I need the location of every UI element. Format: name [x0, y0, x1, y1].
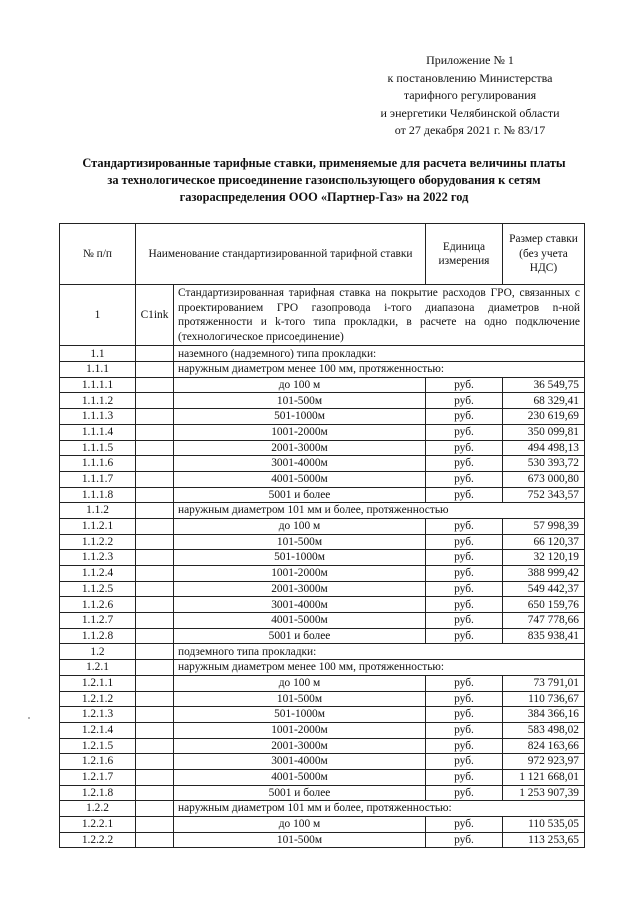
unit-cell: руб. [426, 754, 503, 770]
group-label: подземного типа прокладки: [174, 644, 585, 660]
appendix-line: к постановлению Министерства [387, 70, 553, 85]
group-row [60, 362, 585, 378]
rate-value: 494 498,13 [503, 440, 585, 456]
header-name: Наименование стандартизированной тарифной ставки [136, 224, 426, 285]
document-title [64, 155, 584, 206]
table-row [60, 440, 585, 456]
rate-value: 824 163,66 [503, 738, 585, 754]
length-range: 5001 и более [174, 487, 426, 503]
table-row [60, 534, 585, 550]
group-row [60, 660, 585, 676]
row-code-cell [136, 409, 174, 425]
table-row [60, 393, 585, 409]
scan-speck [28, 717, 30, 719]
table-row [60, 738, 585, 754]
row-code-cell [136, 785, 174, 801]
row-number: 1.2 [60, 644, 136, 660]
tariff-table [59, 223, 585, 848]
rate-value: 673 000,80 [503, 471, 585, 487]
table-row [60, 487, 585, 503]
group-row [60, 346, 585, 362]
rate-value: 747 778,66 [503, 613, 585, 629]
header-row [60, 224, 585, 285]
length-range: до 100 м [174, 675, 426, 691]
rate-value: 1 253 907,39 [503, 785, 585, 801]
row-number: 1.2.1.5 [60, 738, 136, 754]
row-number: 1.1.2.4 [60, 566, 136, 582]
unit-cell: руб. [426, 832, 503, 848]
unit-cell: руб. [426, 377, 503, 393]
header-unit: Единица измерения [426, 224, 503, 285]
table-row [60, 424, 585, 440]
length-range: 1001-2000м [174, 424, 426, 440]
row-number: 1.1.1.7 [60, 471, 136, 487]
unit-cell: руб. [426, 613, 503, 629]
row-code-cell [136, 754, 174, 770]
unit-cell: руб. [426, 707, 503, 723]
row-code-cell [136, 707, 174, 723]
group-label: наружным диаметром 101 мм и более, протяженностью [174, 503, 585, 519]
row-code-cell [136, 801, 174, 817]
row-code-cell [136, 613, 174, 629]
table-row [60, 597, 585, 613]
group-label: наружным диаметром 101 мм и более, протяженностью: [174, 801, 585, 817]
table-row [60, 722, 585, 738]
row-code-cell [136, 456, 174, 472]
appendix-block [355, 52, 585, 140]
appendix-line: Приложение № 1 [426, 53, 514, 67]
table-row [60, 754, 585, 770]
table-row [60, 409, 585, 425]
row-number: 1.2.2.1 [60, 817, 136, 833]
row-code-cell [136, 362, 174, 378]
table-row [60, 613, 585, 629]
row-number: 1.1.1.5 [60, 440, 136, 456]
row-number: 1.1.2.5 [60, 581, 136, 597]
row-number: 1.1.2.1 [60, 518, 136, 534]
table-row [60, 832, 585, 848]
length-range: 4001-5000м [174, 769, 426, 785]
length-range: 501-1000м [174, 550, 426, 566]
row-code-cell [136, 487, 174, 503]
rate-value: 57 998,39 [503, 518, 585, 534]
unit-cell: руб. [426, 456, 503, 472]
row-code-cell [136, 550, 174, 566]
length-range: 4001-5000м [174, 613, 426, 629]
title-line: газораспределения ООО «Партнер-Газ» на 2022 год [179, 190, 469, 204]
unit-cell: руб. [426, 534, 503, 550]
rate-value: 530 393,72 [503, 456, 585, 472]
unit-cell: руб. [426, 566, 503, 582]
row-number: 1.2.2 [60, 801, 136, 817]
group-row [60, 801, 585, 817]
row-code-cell [136, 581, 174, 597]
length-range: 2001-3000м [174, 738, 426, 754]
row-code-cell [136, 769, 174, 785]
length-range: 3001-4000м [174, 754, 426, 770]
length-range: 101-500м [174, 534, 426, 550]
unit-cell: руб. [426, 471, 503, 487]
row-code-cell [136, 566, 174, 582]
length-range: 101-500м [174, 393, 426, 409]
unit-cell: руб. [426, 769, 503, 785]
length-range: 4001-5000м [174, 471, 426, 487]
row-number: 1.2.1.7 [60, 769, 136, 785]
row-code-cell [136, 660, 174, 676]
table-row [60, 518, 585, 534]
row-number: 1.2.1 [60, 660, 136, 676]
rate-value: 388 999,42 [503, 566, 585, 582]
rate-value: 66 120,37 [503, 534, 585, 550]
table-row [60, 377, 585, 393]
group-label: наружным диаметром менее 100 мм, протяженностью: [174, 362, 585, 378]
row-code-cell [136, 534, 174, 550]
length-range: 2001-3000м [174, 440, 426, 456]
rate-value: 68 329,41 [503, 393, 585, 409]
row-number: 1.1.1.6 [60, 456, 136, 472]
unit-cell: руб. [426, 738, 503, 754]
rate-value: 110 535,05 [503, 817, 585, 833]
length-range: 5001 и более [174, 628, 426, 644]
rate-value: 113 253,65 [503, 832, 585, 848]
unit-cell: руб. [426, 675, 503, 691]
row-number: 1.2.1.4 [60, 722, 136, 738]
table-row [60, 456, 585, 472]
unit-cell: руб. [426, 424, 503, 440]
rate-value: 36 549,75 [503, 377, 585, 393]
row-code-cell [136, 424, 174, 440]
appendix-line: и энергетики Челябинской области [380, 105, 560, 120]
table-row [60, 769, 585, 785]
unit-cell: руб. [426, 722, 503, 738]
row-code-cell [136, 644, 174, 660]
unit-cell: руб. [426, 393, 503, 409]
rate-value: 230 619,69 [503, 409, 585, 425]
row-number: 1.2.1.2 [60, 691, 136, 707]
rate-value: 650 159,76 [503, 597, 585, 613]
row-number: 1.1.1 [60, 362, 136, 378]
row-code-cell [136, 675, 174, 691]
intro-row [60, 285, 585, 346]
rate-value: 752 343,57 [503, 487, 585, 503]
row-number: 1.2.1.1 [60, 675, 136, 691]
unit-cell: руб. [426, 628, 503, 644]
title-line: за технологическое присоединение газоиспользующего оборудования к сетям [107, 173, 541, 187]
rate-value: 835 938,41 [503, 628, 585, 644]
table-row [60, 675, 585, 691]
row-number: 1.1.1.3 [60, 409, 136, 425]
row-code-cell [136, 597, 174, 613]
group-row [60, 644, 585, 660]
unit-cell: руб. [426, 550, 503, 566]
length-range: до 100 м [174, 817, 426, 833]
table-row [60, 785, 585, 801]
row-number: 1.1 [60, 346, 136, 362]
row-number: 1.1.2.7 [60, 613, 136, 629]
intro-row-description: Стандартизированная тарифная ставка на покрытие расходов ГРО, связанных с проектированием ГРО газопровода i-того диапазона диаметров n-ной протяженности и k-того типа прокладки, в расчете на одно подключение (технологическое присоединение) [174, 285, 585, 346]
intro-row-code: C1ink [136, 285, 174, 346]
unit-cell: руб. [426, 691, 503, 707]
length-range: 501-1000м [174, 707, 426, 723]
length-range: 1001-2000м [174, 566, 426, 582]
rate-value: 1 121 668,01 [503, 769, 585, 785]
length-range: 101-500м [174, 691, 426, 707]
length-range: 3001-4000м [174, 456, 426, 472]
header-num: № п/п [60, 224, 136, 285]
group-row [60, 503, 585, 519]
unit-cell: руб. [426, 518, 503, 534]
unit-cell: руб. [426, 440, 503, 456]
table-row [60, 581, 585, 597]
rate-value: 972 923,97 [503, 754, 585, 770]
row-code-cell [136, 346, 174, 362]
unit-cell: руб. [426, 581, 503, 597]
table-row [60, 707, 585, 723]
table-row [60, 691, 585, 707]
row-code-cell [136, 393, 174, 409]
length-range: 101-500м [174, 832, 426, 848]
row-number: 1.1.2.2 [60, 534, 136, 550]
rate-value: 110 736,67 [503, 691, 585, 707]
intro-row-num: 1 [60, 285, 136, 346]
unit-cell: руб. [426, 785, 503, 801]
rate-value: 32 120,19 [503, 550, 585, 566]
row-code-cell [136, 722, 174, 738]
length-range: 2001-3000м [174, 581, 426, 597]
length-range: до 100 м [174, 377, 426, 393]
row-number: 1.2.1.8 [60, 785, 136, 801]
table-row [60, 471, 585, 487]
length-range: 1001-2000м [174, 722, 426, 738]
row-number: 1.1.1.1 [60, 377, 136, 393]
unit-cell: руб. [426, 597, 503, 613]
appendix-line: тарифного регулирования [403, 88, 537, 103]
table-row [60, 817, 585, 833]
length-range: 501-1000м [174, 409, 426, 425]
length-range: 5001 и более [174, 785, 426, 801]
group-label: наружным диаметром менее 100 мм, протяженностью: [174, 660, 585, 676]
table-row [60, 566, 585, 582]
row-code-cell [136, 691, 174, 707]
row-number: 1.2.1.6 [60, 754, 136, 770]
row-code-cell [136, 440, 174, 456]
table-row [60, 628, 585, 644]
length-range: 3001-4000м [174, 597, 426, 613]
group-label: наземного (надземного) типа прокладки: [174, 346, 585, 362]
row-code-cell [136, 518, 174, 534]
header-rate: Размер ставки (без учета НДС) [503, 224, 585, 285]
rate-value: 73 791,01 [503, 675, 585, 691]
row-code-cell [136, 628, 174, 644]
row-number: 1.1.2.6 [60, 597, 136, 613]
row-code-cell [136, 377, 174, 393]
row-number: 1.1.2.8 [60, 628, 136, 644]
row-number: 1.1.1.2 [60, 393, 136, 409]
row-code-cell [136, 738, 174, 754]
row-code-cell [136, 832, 174, 848]
unit-cell: руб. [426, 487, 503, 503]
unit-cell: руб. [426, 409, 503, 425]
unit-cell: руб. [426, 817, 503, 833]
table-row [60, 550, 585, 566]
row-code-cell [136, 817, 174, 833]
row-code-cell [136, 503, 174, 519]
row-number: 1.2.2.2 [60, 832, 136, 848]
row-number: 1.1.2 [60, 503, 136, 519]
rate-value: 350 099,81 [503, 424, 585, 440]
row-number: 1.1.1.8 [60, 487, 136, 503]
row-number: 1.2.1.3 [60, 707, 136, 723]
rate-value: 549 442,37 [503, 581, 585, 597]
rate-value: 384 366,16 [503, 707, 585, 723]
length-range: до 100 м [174, 518, 426, 534]
title-line: Стандартизированные тарифные ставки, применяемые для расчета величины платы [82, 156, 566, 170]
row-number: 1.1.1.4 [60, 424, 136, 440]
appendix-line: от 27 декабря 2021 г. № 83/17 [394, 123, 546, 138]
row-code-cell [136, 471, 174, 487]
row-number: 1.1.2.3 [60, 550, 136, 566]
rate-value: 583 498,02 [503, 722, 585, 738]
